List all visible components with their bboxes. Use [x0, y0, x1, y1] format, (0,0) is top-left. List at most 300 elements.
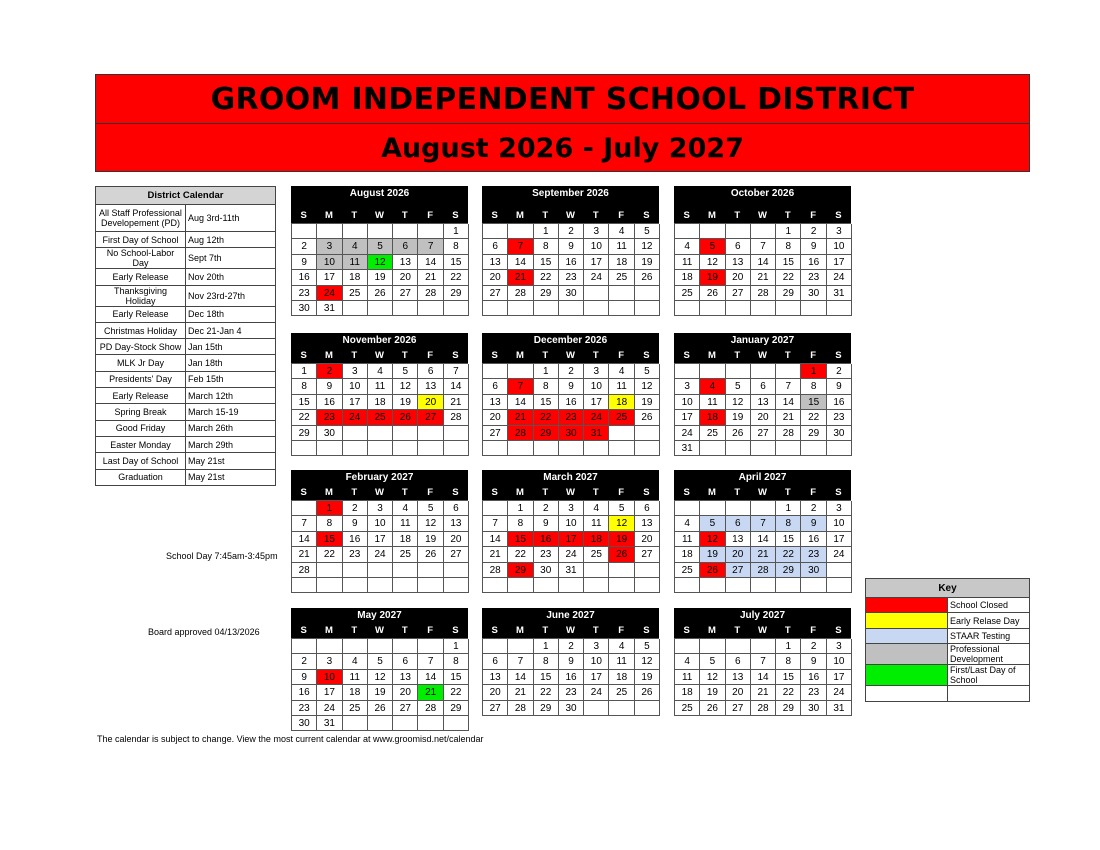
weekday-label: M [707, 487, 716, 498]
weekday-label: F [427, 487, 434, 498]
weekday-label: T [351, 487, 358, 498]
weekday-label: S [683, 210, 690, 221]
key-row [866, 665, 1030, 686]
day-cell: 26 [609, 547, 634, 562]
empty-cell [827, 441, 852, 456]
day-cell: 8 [776, 516, 801, 531]
weekday-label: W [375, 625, 385, 636]
empty-cell [751, 578, 776, 593]
day-cell: 1 [776, 501, 801, 516]
day-cell: 22 [534, 270, 559, 285]
day-cell: 3 [827, 224, 852, 239]
day-cell: 13 [726, 670, 751, 685]
day-cell: 27 [726, 286, 751, 301]
day-cell: 30 [292, 301, 317, 316]
empty-cell [534, 578, 559, 593]
weekday-label: T [784, 625, 791, 636]
day-cell: 19 [635, 670, 660, 685]
empty-cell [700, 441, 725, 456]
key-label: STAAR Testing [948, 628, 1030, 643]
day-cell: 6 [635, 501, 660, 516]
weekday-label: T [592, 625, 599, 636]
day-cell: 18 [675, 547, 700, 562]
empty-cell [751, 224, 776, 239]
weekday-header [674, 208, 851, 223]
empty-cell [609, 441, 634, 456]
weekday-header [674, 348, 851, 363]
weekday-label: S [491, 487, 498, 498]
day-cell: 11 [675, 532, 700, 547]
legend-date: March 29th [186, 436, 276, 452]
day-cell: 15 [776, 532, 801, 547]
weekday-label: S [643, 210, 650, 221]
day-cell: 15 [317, 532, 342, 547]
empty-cell [609, 563, 634, 578]
empty-cell [317, 563, 342, 578]
weekday-label: S [491, 350, 498, 361]
weekday-label: W [758, 210, 768, 221]
day-cell: 13 [483, 255, 508, 270]
weekday-label: T [734, 487, 741, 498]
empty-cell [508, 301, 533, 316]
day-cell: 8 [444, 654, 469, 669]
weekday-label: M [515, 625, 524, 636]
day-cell: 9 [292, 255, 317, 270]
empty-cell [776, 578, 801, 593]
day-cell: 30 [801, 563, 826, 578]
day-cell: 19 [609, 532, 634, 547]
month-calendar [482, 608, 659, 716]
month-calendar [674, 608, 851, 716]
day-cell: 19 [700, 685, 725, 700]
empty-cell [559, 441, 584, 456]
day-cell: 17 [827, 670, 852, 685]
day-cell: 25 [584, 547, 609, 562]
day-grid [291, 223, 468, 316]
legend-date: March 15-19 [186, 404, 276, 420]
legend-date: Aug 3rd-11th [186, 205, 276, 232]
day-cell: 7 [292, 516, 317, 531]
weekday-label: S [643, 487, 650, 498]
empty-cell [776, 441, 801, 456]
day-cell: 26 [635, 410, 660, 425]
key-swatch [866, 644, 948, 665]
legend-event: Good Friday [96, 420, 186, 436]
empty-cell [635, 701, 660, 716]
day-cell: 5 [700, 516, 725, 531]
day-cell: 20 [483, 410, 508, 425]
day-cell: 6 [726, 239, 751, 254]
day-cell: 2 [559, 364, 584, 379]
day-cell: 22 [534, 685, 559, 700]
day-cell: 20 [726, 270, 751, 285]
weekday-label: W [566, 487, 576, 498]
weekday-label: M [515, 210, 524, 221]
month-title: May 2027 [291, 608, 468, 623]
day-cell: 2 [343, 501, 368, 516]
empty-cell [317, 224, 342, 239]
day-cell: 4 [393, 501, 418, 516]
day-cell: 12 [635, 239, 660, 254]
district-calendar-legend [95, 186, 276, 486]
day-cell: 25 [675, 701, 700, 716]
day-cell: 15 [801, 395, 826, 410]
day-cell: 11 [675, 670, 700, 685]
day-cell: 11 [393, 516, 418, 531]
empty-cell [343, 639, 368, 654]
day-cell: 11 [675, 255, 700, 270]
day-cell: 28 [751, 286, 776, 301]
day-cell: 13 [393, 255, 418, 270]
day-cell: 26 [700, 286, 725, 301]
day-cell: 16 [827, 395, 852, 410]
day-cell: 12 [700, 670, 725, 685]
empty-cell [700, 578, 725, 593]
empty-cell [393, 563, 418, 578]
day-cell: 21 [444, 395, 469, 410]
day-cell: 14 [483, 532, 508, 547]
day-cell: 8 [292, 379, 317, 394]
empty-cell [368, 441, 393, 456]
key-label: First/Last Day of School [948, 665, 1030, 686]
day-cell: 5 [609, 501, 634, 516]
day-cell: 27 [726, 701, 751, 716]
empty-cell [343, 578, 368, 593]
day-cell: 5 [726, 379, 751, 394]
empty-cell [393, 716, 418, 731]
empty-cell [827, 563, 852, 578]
empty-cell [483, 364, 508, 379]
legend-row [96, 322, 276, 338]
empty-cell [534, 441, 559, 456]
day-cell: 1 [292, 364, 317, 379]
day-cell: 6 [444, 501, 469, 516]
day-cell: 25 [609, 685, 634, 700]
day-cell: 15 [508, 532, 533, 547]
day-cell: 11 [343, 670, 368, 685]
weekday-label: F [618, 210, 625, 221]
weekday-label: F [618, 625, 625, 636]
district-title: GROOM INDEPENDENT SCHOOL DISTRICT [95, 74, 1030, 124]
key-row [866, 613, 1030, 628]
day-cell: 23 [559, 410, 584, 425]
weekday-label: T [542, 210, 549, 221]
day-cell: 20 [483, 685, 508, 700]
day-cell: 21 [418, 685, 443, 700]
day-cell: 12 [418, 516, 443, 531]
empty-cell [292, 224, 317, 239]
weekday-label: M [515, 350, 524, 361]
day-cell: 15 [292, 395, 317, 410]
day-cell: 20 [393, 270, 418, 285]
weekday-label: S [643, 350, 650, 361]
empty-cell [444, 301, 469, 316]
legend-row [96, 420, 276, 436]
empty-cell [609, 286, 634, 301]
legend-row [96, 371, 276, 387]
legend-row [96, 436, 276, 452]
empty-cell [751, 639, 776, 654]
day-cell: 10 [343, 379, 368, 394]
day-cell: 18 [393, 532, 418, 547]
day-cell: 23 [801, 547, 826, 562]
empty-cell [609, 426, 634, 441]
color-key [865, 578, 1030, 702]
day-cell: 4 [343, 654, 368, 669]
day-cell: 31 [827, 286, 852, 301]
day-cell: 8 [534, 654, 559, 669]
empty-cell [483, 639, 508, 654]
empty-cell [444, 578, 469, 593]
day-cell: 21 [418, 270, 443, 285]
day-cell: 4 [700, 379, 725, 394]
empty-cell [368, 426, 393, 441]
day-cell: 29 [534, 426, 559, 441]
legend-date: Jan 15th [186, 339, 276, 355]
day-cell: 23 [801, 270, 826, 285]
empty-cell [343, 716, 368, 731]
day-cell: 24 [317, 286, 342, 301]
legend-row [96, 205, 276, 232]
day-cell: 11 [700, 395, 725, 410]
empty-cell [700, 364, 725, 379]
day-cell: 5 [700, 654, 725, 669]
day-cell: 4 [675, 516, 700, 531]
day-cell: 29 [776, 563, 801, 578]
day-cell: 26 [700, 563, 725, 578]
day-cell: 10 [584, 239, 609, 254]
legend-event: Early Release [96, 306, 186, 322]
legend-event: Easter Monday [96, 436, 186, 452]
legend-event: Thanksgiving Holiday [96, 285, 186, 306]
day-cell: 31 [559, 563, 584, 578]
weekday-label: W [566, 625, 576, 636]
key-label [948, 686, 1030, 701]
day-cell: 2 [559, 639, 584, 654]
empty-cell [584, 441, 609, 456]
empty-cell [393, 301, 418, 316]
legend-row [96, 404, 276, 420]
weekday-label: F [618, 487, 625, 498]
empty-cell [534, 301, 559, 316]
day-cell: 3 [827, 501, 852, 516]
day-cell: 1 [444, 224, 469, 239]
legend-event: Christmas Holiday [96, 322, 186, 338]
legend-event: PD Day-Stock Show [96, 339, 186, 355]
day-cell: 8 [776, 654, 801, 669]
day-cell: 8 [534, 239, 559, 254]
empty-cell [609, 701, 634, 716]
empty-cell [508, 441, 533, 456]
empty-cell [635, 441, 660, 456]
day-cell: 23 [559, 685, 584, 700]
day-cell: 1 [801, 364, 826, 379]
day-cell: 19 [700, 270, 725, 285]
empty-cell [483, 578, 508, 593]
day-cell: 7 [444, 364, 469, 379]
weekday-label: F [427, 625, 434, 636]
key-row [866, 644, 1030, 665]
day-cell: 10 [317, 670, 342, 685]
day-cell: 13 [635, 516, 660, 531]
weekday-label: M [324, 625, 333, 636]
weekday-header [291, 348, 468, 363]
day-cell: 7 [508, 654, 533, 669]
day-cell: 18 [584, 532, 609, 547]
empty-cell [675, 301, 700, 316]
legend-row [96, 388, 276, 404]
day-cell: 25 [700, 426, 725, 441]
day-cell: 8 [317, 516, 342, 531]
month-title: July 2027 [674, 608, 851, 623]
empty-cell [801, 578, 826, 593]
day-cell: 21 [508, 685, 533, 700]
day-cell: 20 [751, 410, 776, 425]
day-cell: 7 [751, 516, 776, 531]
empty-cell [317, 578, 342, 593]
key-swatch [866, 628, 948, 643]
day-cell: 4 [675, 239, 700, 254]
empty-cell [801, 301, 826, 316]
day-cell: 28 [483, 563, 508, 578]
month-calendar [674, 470, 851, 593]
day-cell: 3 [827, 639, 852, 654]
day-cell: 9 [559, 379, 584, 394]
day-cell: 5 [418, 501, 443, 516]
weekday-label: W [758, 350, 768, 361]
day-cell: 26 [726, 426, 751, 441]
day-cell: 31 [317, 716, 342, 731]
key-swatch [866, 686, 948, 701]
empty-cell [418, 563, 443, 578]
key-header: Key [866, 579, 1030, 598]
empty-cell [393, 441, 418, 456]
day-cell: 30 [559, 701, 584, 716]
empty-cell [368, 224, 393, 239]
day-cell: 17 [317, 685, 342, 700]
day-cell: 28 [776, 426, 801, 441]
weekday-label: M [707, 210, 716, 221]
day-cell: 18 [368, 395, 393, 410]
empty-cell [418, 441, 443, 456]
legend-event: Spring Break [96, 404, 186, 420]
day-cell: 16 [534, 532, 559, 547]
weekday-label: T [734, 210, 741, 221]
school-day-note: School Day 7:45am-3:45pm [166, 551, 278, 561]
day-cell: 16 [317, 395, 342, 410]
weekday-label: F [810, 210, 817, 221]
day-cell: 2 [317, 364, 342, 379]
day-cell: 14 [776, 395, 801, 410]
empty-cell [368, 301, 393, 316]
day-cell: 18 [700, 410, 725, 425]
legend-date: Dec 21-Jan 4 [186, 322, 276, 338]
weekday-label: F [427, 210, 434, 221]
legend-date: March 26th [186, 420, 276, 436]
day-cell: 1 [534, 224, 559, 239]
month-title: November 2026 [291, 333, 468, 348]
day-cell: 27 [483, 701, 508, 716]
day-cell: 3 [559, 501, 584, 516]
empty-cell [508, 639, 533, 654]
day-cell: 7 [776, 379, 801, 394]
legend-event: No School-Labor Day [96, 248, 186, 269]
weekday-label: T [351, 210, 358, 221]
weekday-label: T [401, 350, 408, 361]
day-cell: 16 [559, 395, 584, 410]
day-cell: 16 [559, 255, 584, 270]
day-cell: 23 [292, 701, 317, 716]
day-cell: 9 [827, 379, 852, 394]
weekday-label: F [618, 350, 625, 361]
weekday-label: S [300, 625, 307, 636]
day-cell: 18 [675, 685, 700, 700]
day-cell: 19 [700, 547, 725, 562]
day-cell: 30 [827, 426, 852, 441]
day-cell: 9 [343, 516, 368, 531]
day-grid [291, 500, 468, 593]
empty-cell [343, 224, 368, 239]
day-cell: 18 [343, 270, 368, 285]
day-cell: 14 [751, 532, 776, 547]
day-cell: 29 [508, 563, 533, 578]
day-cell: 10 [559, 516, 584, 531]
weekday-label: S [452, 350, 459, 361]
school-year-subtitle: August 2026 - July 2027 [95, 123, 1030, 172]
day-cell: 26 [418, 547, 443, 562]
day-cell: 30 [559, 426, 584, 441]
empty-cell [584, 578, 609, 593]
day-cell: 26 [635, 685, 660, 700]
day-cell: 14 [751, 255, 776, 270]
day-cell: 17 [317, 270, 342, 285]
day-cell: 9 [559, 654, 584, 669]
day-cell: 28 [751, 701, 776, 716]
day-cell: 9 [801, 516, 826, 531]
weekday-label: F [427, 350, 434, 361]
day-cell: 25 [393, 547, 418, 562]
day-cell: 26 [700, 701, 725, 716]
weekday-header [291, 623, 468, 638]
legend-row [96, 248, 276, 269]
day-cell: 28 [444, 410, 469, 425]
empty-cell [292, 578, 317, 593]
weekday-label: S [491, 625, 498, 636]
weekday-header [482, 208, 659, 223]
day-cell: 12 [368, 255, 393, 270]
day-cell: 6 [726, 516, 751, 531]
day-cell: 25 [609, 270, 634, 285]
empty-cell [343, 301, 368, 316]
day-cell: 9 [317, 379, 342, 394]
month-calendar [482, 333, 659, 456]
day-cell: 9 [801, 239, 826, 254]
day-cell: 7 [418, 239, 443, 254]
legend-event: All Staff Professional Developement (PD) [96, 205, 186, 232]
day-cell: 9 [801, 654, 826, 669]
day-cell: 7 [483, 516, 508, 531]
day-cell: 25 [343, 701, 368, 716]
day-cell: 8 [801, 379, 826, 394]
day-cell: 13 [726, 532, 751, 547]
legend-date: Sept 7th [186, 248, 276, 269]
weekday-label: T [401, 625, 408, 636]
empty-cell [393, 426, 418, 441]
weekday-label: W [375, 350, 385, 361]
empty-cell [751, 441, 776, 456]
day-cell: 23 [559, 270, 584, 285]
day-cell: 3 [675, 379, 700, 394]
